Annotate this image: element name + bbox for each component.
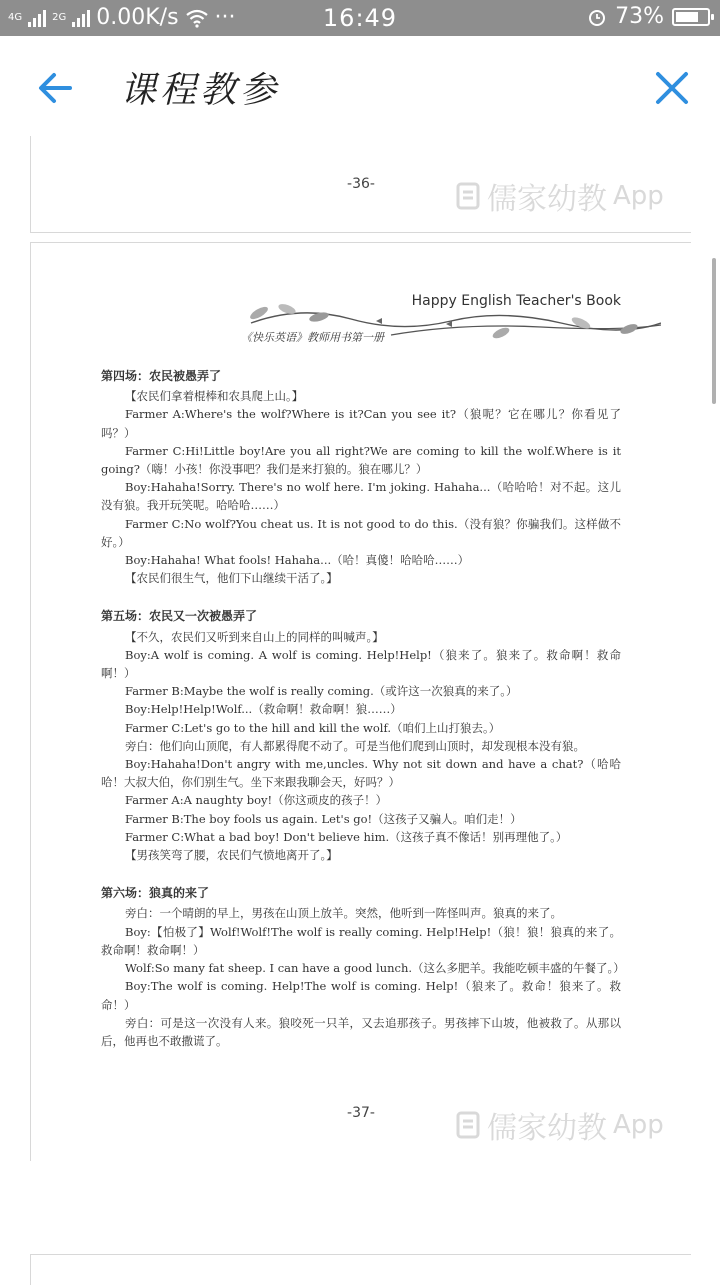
arrow-left-icon[interactable]	[34, 66, 78, 110]
script-line: Boy:Help!Help!Wolf...（救命啊！救命啊！狼……）	[125, 702, 402, 717]
book-header	[241, 293, 661, 345]
script-line: 旁白：他们向山顶爬，有人都累得爬不动了。可是当他们爬到山顶时，却发现根本没有狼。	[125, 738, 585, 753]
alarm-icon	[587, 7, 607, 27]
script-line: Farmer C:What a bad boy! Don't believe him.（这孩子真不像话！别再理他了。）	[125, 829, 568, 844]
battery-percent: 73%	[615, 4, 664, 29]
battery-icon	[672, 8, 710, 26]
scrollbar[interactable]	[712, 258, 716, 404]
close-icon[interactable]	[650, 66, 694, 110]
watermark-app: App	[613, 181, 664, 211]
script-line: Boy:【怕极了】Wolf!Wolf!The wolf is really coming. Help!Help!（狼！狼！狼真的来了。救命啊！救命啊！）	[101, 924, 621, 957]
network-tag-4g: 4G	[8, 11, 23, 23]
script-line: 【不久，农民们又听到来自山上的同样的叫喊声。】	[125, 629, 384, 644]
watermark	[455, 1103, 664, 1147]
watermark-text: 儒家幼教	[487, 1111, 607, 1146]
watermark-app: App	[613, 1110, 664, 1140]
document-page-37	[30, 242, 691, 1161]
document-page-38	[30, 1254, 691, 1285]
book-subtitle: 《快乐英语》教师用书第一册	[241, 331, 384, 344]
script-line: Farmer A:Where's the wolf?Where is it?Can you see it?（狼呢？它在哪儿？你看见了吗？）	[101, 407, 621, 440]
status-right	[587, 4, 710, 29]
script-line: Farmer B:Maybe the wolf is really coming.（或许这一次狼真的来了。）	[125, 684, 518, 699]
page-number: -36-	[347, 176, 375, 192]
script-line: Farmer C:Let's go to the hill and kill the wolf.（咱们上山打狼去。）	[125, 720, 501, 735]
battery-level	[676, 12, 698, 22]
scene-heading: 第五场：农民又一次被愚弄了	[101, 609, 258, 624]
watermark-text: 儒家幼教	[487, 182, 607, 217]
scene-heading: 第四场：农民被愚弄了	[101, 369, 222, 383]
script-line: 【男孩笑弯了腰，农民们气愤地离开了。】	[125, 848, 338, 863]
script-line: Boy:Hahaha! What fools! Hahaha...（哈！真傻！哈哈哈……）	[125, 553, 470, 568]
watermark-logo-icon	[455, 181, 481, 211]
document-page-36	[30, 136, 691, 233]
script-line: Boy:Hahaha!Sorry. There's no wolf here. I'm joking. Hahaha...（哈哈哈！对不起。这儿没有狼。我开玩笑呢。哈哈哈……）	[101, 480, 621, 513]
script-line: Wolf:So many fat sheep. I can have a good lunch.（这么多肥羊。我能吃顿丰盛的午餐了。）	[125, 961, 625, 976]
script-line: Boy:A wolf is coming. A wolf is coming. Help!Help!（狼来了。狼来了。救命啊！救命啊！）	[101, 647, 621, 681]
page-number: -37-	[347, 1105, 375, 1121]
script-line: 旁白：可是这一次没有人来。狼咬死一只羊，又去追那孩子。男孩摔下山坡，他被救了。从那以后，他再也不敢撒谎了。	[101, 1015, 621, 1048]
script-line: Farmer A:A naughty boy!（你这顽皮的孩子！）	[125, 793, 388, 808]
script-line: Farmer B:The boy fools us again. Let's go!（这孩子又骗人。咱们走！）	[125, 811, 522, 826]
script-line: Boy:Hahaha!Don't angry with me,uncles. Why not sit down and have a chat?（哈哈哈！大叔大伯，你们别生气。坐下来跟我聊会天，好吗？）	[101, 757, 621, 790]
script-line: 【农民们拿着棍棒和农具爬上山。】	[125, 389, 304, 404]
page-content	[101, 361, 625, 1050]
status-bar	[0, 0, 720, 36]
script-line: 旁白：一个晴朗的早上，男孩在山顶上放羊。突然，他听到一阵怪叫声。狼真的来了。	[125, 906, 562, 921]
clock: 16:49	[322, 4, 398, 32]
script-line: 【农民们很生气，他们下山继续干活了。】	[125, 571, 338, 586]
more-notifications: ···	[214, 5, 236, 30]
watermark-logo-icon	[455, 1110, 481, 1140]
network-speed: 0.00K/s	[96, 5, 179, 30]
app-header	[0, 36, 720, 136]
script-line: Farmer C:No wolf?You cheat us. It is not good to do this.（没有狼？你骗我们。这样做不好。）	[101, 516, 621, 549]
book-title: Happy English Teacher's Book	[411, 293, 621, 309]
scene-heading: 第六场：狼真的来了	[101, 886, 210, 901]
page-title: 课程教参	[120, 70, 281, 111]
script-line: Boy:The wolf is coming. Help!The wolf is coming. Help!（狼来了。救命！狼来了。救命！）	[101, 979, 621, 1012]
script-line: Farmer C:Hi!Little boy!Are you all right?We are coming to kill the wolf.Where is it going?（嗨！小孩！你没事吧？我们是来打狼的。狼在哪儿？）	[101, 443, 621, 477]
watermark	[455, 174, 664, 218]
network-tag-2g: 2G	[52, 11, 67, 23]
